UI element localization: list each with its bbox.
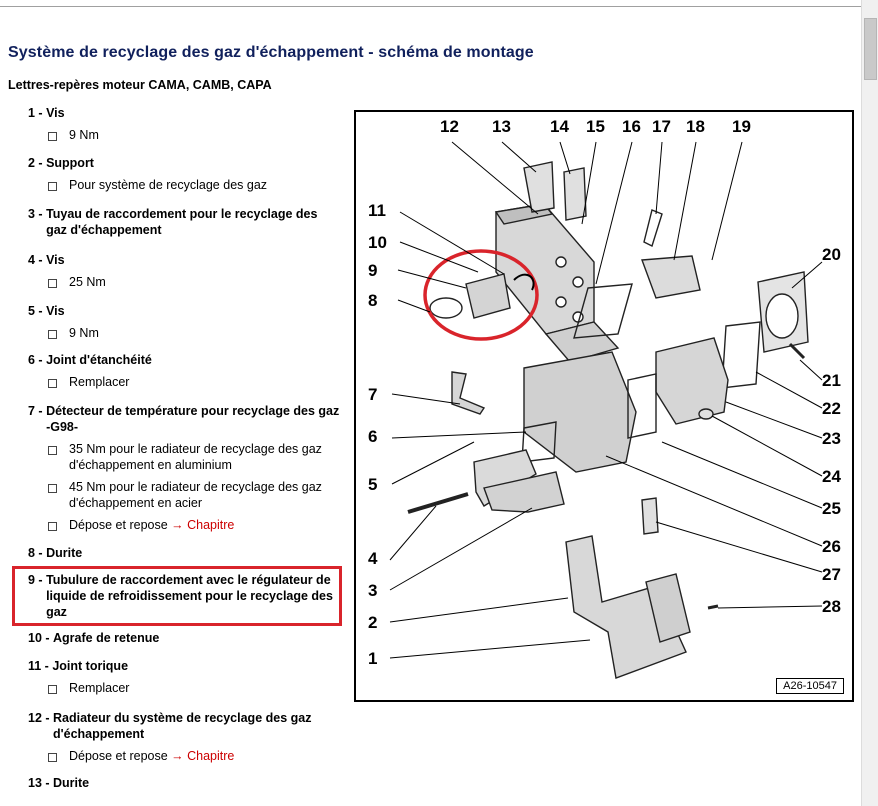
callout-28: 28 bbox=[822, 597, 841, 616]
callout-10: 10 bbox=[368, 233, 387, 252]
part-number: 13 - bbox=[28, 776, 54, 790]
part-number: 5 - bbox=[28, 304, 47, 318]
callout-17: 17 bbox=[652, 117, 671, 136]
diagram-svg bbox=[356, 112, 852, 700]
callout-23: 23 bbox=[822, 429, 841, 448]
part-detail-text bbox=[69, 127, 340, 143]
part-item bbox=[28, 710, 340, 764]
part-heading bbox=[28, 352, 340, 368]
part-name: Vis bbox=[46, 253, 65, 267]
part-name: Support bbox=[46, 156, 94, 170]
part-heading bbox=[28, 105, 340, 121]
part-number: 10 - bbox=[28, 631, 54, 645]
part-number: 7 - bbox=[28, 404, 47, 418]
part-item bbox=[28, 630, 340, 646]
part-name: Radiateur du système de recyclage des gaz d'échappement bbox=[53, 711, 312, 741]
part-number: 3 - bbox=[28, 207, 47, 221]
part-heading bbox=[28, 710, 340, 742]
part-name: Tuyau de raccordement pour le recyclage des gaz d'échappement bbox=[46, 207, 318, 237]
part-detail-label: Pour système de recyclage des gaz bbox=[69, 178, 268, 192]
part-number: 6 - bbox=[28, 353, 47, 367]
square-bullet-icon bbox=[48, 685, 57, 694]
part-detail-label: Remplacer bbox=[69, 681, 130, 695]
part-heading bbox=[28, 206, 340, 238]
part-name: Durite bbox=[53, 776, 90, 790]
callout-18: 18 bbox=[686, 117, 705, 136]
callout-3: 3 bbox=[368, 581, 378, 600]
callout-22: 22 bbox=[822, 399, 841, 418]
part-name: Joint torique bbox=[52, 659, 129, 673]
part-detail-text bbox=[69, 374, 340, 390]
part-detail-label: Remplacer bbox=[69, 375, 130, 389]
part-name: Détecteur de température pour recyclage des gaz -G98- bbox=[46, 404, 340, 434]
part-number: 4 - bbox=[28, 253, 47, 267]
callout-11: 11 bbox=[368, 201, 386, 220]
callout-6: 6 bbox=[368, 427, 378, 446]
callout-15: 15 bbox=[586, 117, 605, 136]
part-item bbox=[28, 403, 340, 533]
part-name: Tubulure de raccordement avec le régulateur de liquide de refroidissement pour le recyclage des gaz bbox=[46, 573, 333, 619]
square-bullet-icon bbox=[48, 132, 57, 141]
part-detail-text bbox=[69, 441, 340, 473]
part-detail bbox=[48, 517, 340, 533]
chapter-link[interactable]: → Chapitre bbox=[171, 749, 235, 763]
callout-27: 27 bbox=[822, 565, 841, 584]
part-number: 8 - bbox=[28, 546, 47, 560]
callout-1: 1 bbox=[368, 649, 378, 668]
part-heading bbox=[28, 303, 340, 319]
part-number: 11 - bbox=[28, 659, 53, 673]
chapter-link[interactable]: → Chapitre bbox=[171, 518, 235, 532]
part-item bbox=[28, 252, 340, 290]
part-item bbox=[28, 303, 340, 341]
part-detail-text bbox=[69, 325, 340, 341]
callout-16: 16 bbox=[622, 117, 641, 136]
part-item bbox=[28, 155, 340, 193]
figure-reference: A26-10547 bbox=[776, 678, 844, 694]
engine-codes: Lettres-repères moteur CAMA, CAMB, CAPA bbox=[8, 78, 272, 92]
part-heading bbox=[28, 252, 340, 268]
callout-14: 14 bbox=[550, 117, 569, 136]
diagram-parts bbox=[408, 162, 808, 678]
part-heading bbox=[28, 155, 340, 171]
callout-12: 12 bbox=[440, 117, 459, 136]
callout-26: 26 bbox=[822, 537, 841, 556]
part-name: Durite bbox=[46, 546, 83, 560]
part-heading bbox=[28, 403, 340, 435]
callout-5: 5 bbox=[368, 475, 378, 494]
part-detail-text bbox=[69, 274, 340, 290]
part-name: Agrafe de retenue bbox=[53, 631, 160, 645]
square-bullet-icon bbox=[48, 753, 57, 762]
part-item bbox=[28, 775, 340, 791]
part-detail-text bbox=[69, 177, 340, 193]
part-item bbox=[28, 545, 340, 561]
part-item bbox=[28, 105, 340, 143]
part-heading bbox=[28, 630, 340, 646]
part-item bbox=[28, 206, 340, 238]
browser-top-edge bbox=[0, 0, 862, 7]
part-detail-label: Dépose et repose bbox=[69, 749, 172, 763]
callout-21: 21 bbox=[822, 371, 841, 390]
callout-8: 8 bbox=[368, 291, 378, 310]
part-detail bbox=[48, 374, 340, 390]
part-detail bbox=[48, 177, 340, 193]
part-heading bbox=[28, 545, 340, 561]
callout-19: 19 bbox=[732, 117, 751, 136]
part-name: Vis bbox=[46, 304, 65, 318]
highlight-box-item-9 bbox=[12, 566, 342, 626]
part-detail bbox=[48, 441, 340, 473]
part-heading bbox=[28, 658, 340, 674]
part-detail bbox=[48, 127, 340, 143]
part-number: 1 - bbox=[28, 106, 47, 120]
callout-25: 25 bbox=[822, 499, 841, 518]
callout-4: 4 bbox=[368, 549, 378, 568]
part-detail bbox=[48, 274, 340, 290]
part-number: 9 - bbox=[28, 573, 47, 587]
part-detail-text bbox=[69, 479, 340, 511]
square-bullet-icon bbox=[48, 182, 57, 191]
page-title: Système de recyclage des gaz d'échappement - schéma de montage bbox=[8, 44, 534, 61]
part-number: 2 - bbox=[28, 156, 47, 170]
part-name: Vis bbox=[46, 106, 65, 120]
part-name: Joint d'étanchéité bbox=[46, 353, 152, 367]
part-detail-text bbox=[69, 517, 340, 533]
callout-7: 7 bbox=[368, 385, 378, 404]
exploded-diagram bbox=[354, 110, 854, 702]
part-number: 12 - bbox=[28, 711, 54, 725]
callout-13: 13 bbox=[492, 117, 511, 136]
part-detail bbox=[48, 748, 340, 764]
part-detail-label: 9 Nm bbox=[69, 128, 99, 142]
vertical-scrollbar[interactable] bbox=[861, 0, 878, 806]
part-detail bbox=[48, 479, 340, 511]
part-detail-label: 25 Nm bbox=[69, 275, 106, 289]
square-bullet-icon bbox=[48, 446, 57, 455]
square-bullet-icon bbox=[48, 279, 57, 288]
callout-20: 20 bbox=[822, 245, 841, 264]
part-detail-text bbox=[69, 748, 340, 764]
part-item bbox=[28, 658, 340, 696]
part-detail bbox=[48, 680, 340, 696]
callout-2: 2 bbox=[368, 613, 378, 632]
square-bullet-icon bbox=[48, 330, 57, 339]
part-heading bbox=[28, 775, 340, 791]
part-item bbox=[28, 352, 340, 390]
part-detail-label: 45 Nm pour le radiateur de recyclage des gaz d'échappement en acier bbox=[69, 480, 322, 510]
square-bullet-icon bbox=[48, 484, 57, 493]
square-bullet-icon bbox=[48, 522, 57, 531]
part-detail-label: Dépose et repose bbox=[69, 518, 172, 532]
square-bullet-icon bbox=[48, 379, 57, 388]
callout-9: 9 bbox=[368, 261, 378, 280]
part-detail-text bbox=[69, 680, 340, 696]
scrollbar-thumb[interactable] bbox=[864, 18, 877, 80]
part-detail-label: 35 Nm pour le radiateur de recyclage des gaz d'échappement en aluminium bbox=[69, 442, 322, 472]
part-detail bbox=[48, 325, 340, 341]
part-detail-label: 9 Nm bbox=[69, 326, 99, 340]
callout-24: 24 bbox=[822, 467, 841, 486]
